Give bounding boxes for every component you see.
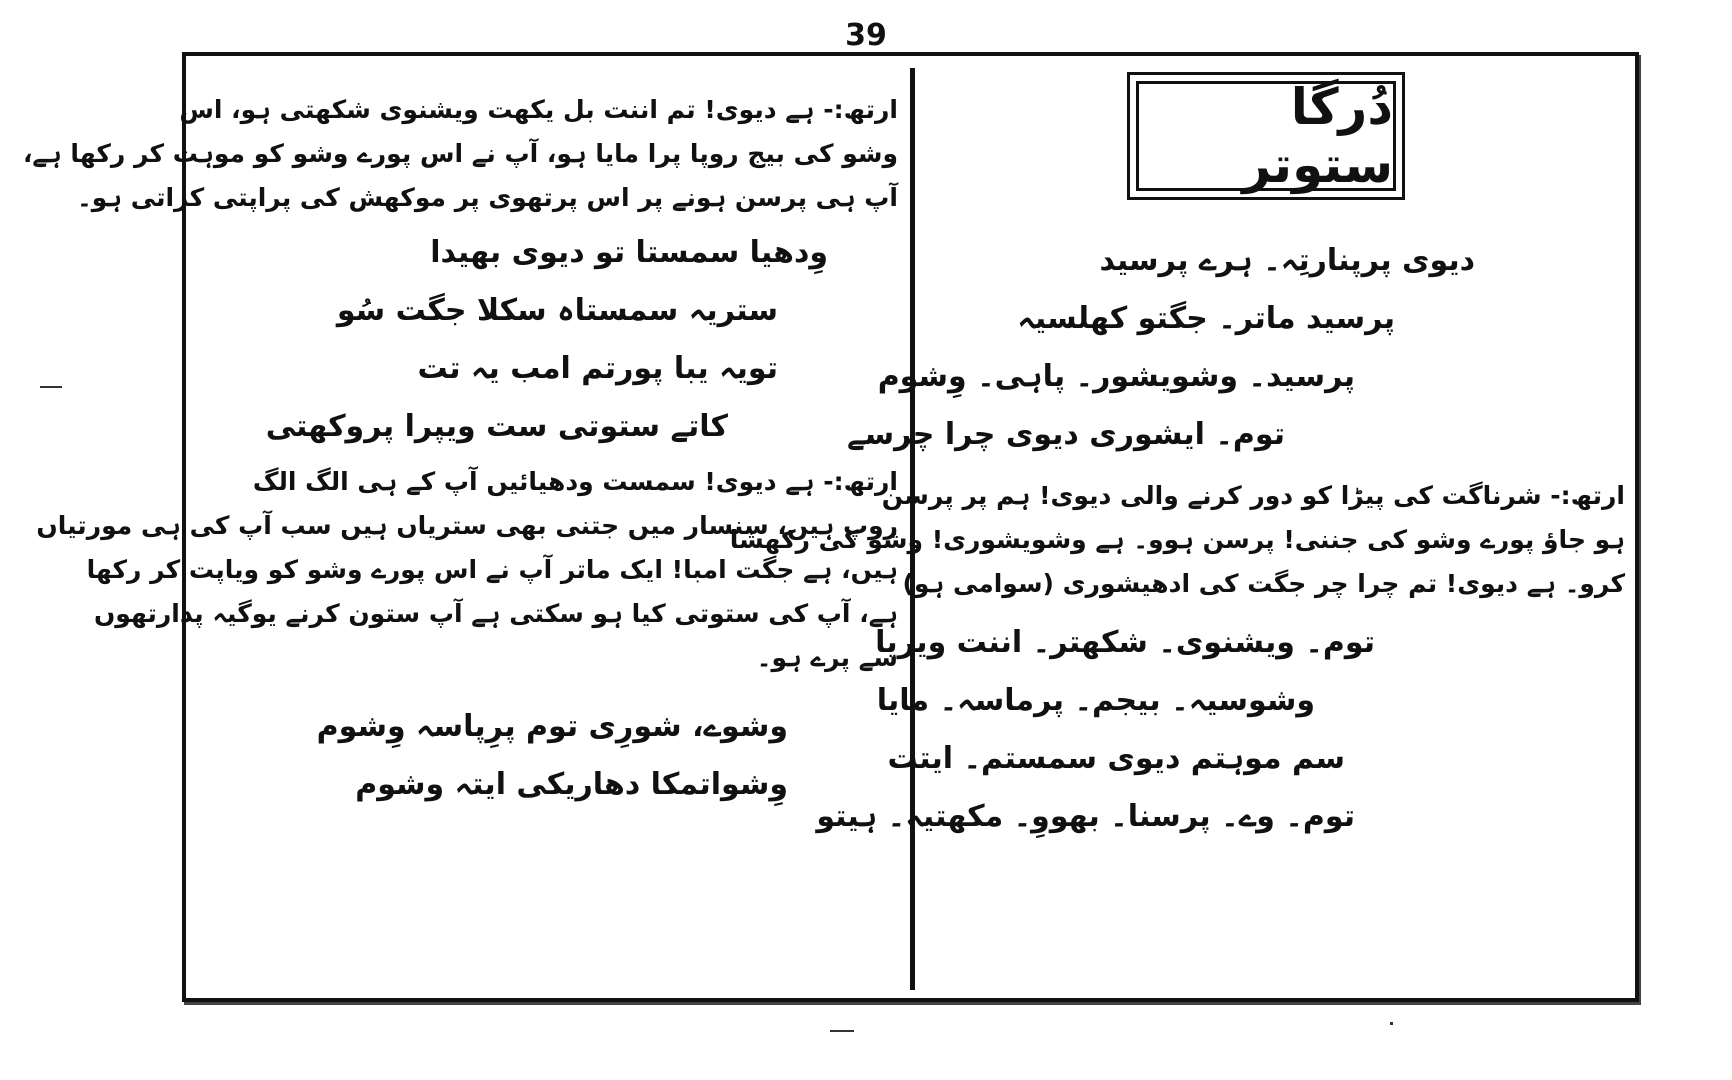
left-column — [22, 88, 898, 814]
scan-speck — [40, 386, 62, 388]
left-meaning-paragraph-2 — [36, 460, 898, 680]
verse-line: وشوسیہ۔ بیجم۔ پرماسہ۔ مایا — [876, 683, 1315, 718]
text-line: آپ ہی پرسن ہونے پر اس پرتھوی پر موکھش کی پراپتی کراتی ہو۔ — [77, 183, 898, 212]
verse-line: ستریہ سمستاہ سکلا جگت سُو — [336, 293, 778, 328]
text-line: ارتھ:- ہے دیوی! تم اننت بل یکھت ویشنوی شکھتی ہو، اس — [179, 95, 898, 124]
left-verse-2 — [200, 698, 898, 814]
right-verse-1 — [847, 232, 1625, 464]
verse-line: وِشواتمکا دھاریکی ایتہ وشوم — [355, 767, 788, 802]
text-line: روپ ہیں، سنسار میں جتنی بھی ستریاں ہیں سب آپ کی ہی مورتیاں — [36, 511, 898, 540]
text-line: سے پرے ہو۔ — [756, 643, 898, 672]
verse-line: کاتے ستوتی ست ویپرا پروکھتی — [265, 409, 728, 444]
left-meaning-paragraph-1 — [22, 88, 898, 220]
text-line: وشو کی بیج روپا پرا مایا ہو، آپ نے اس پورے وشو کو موہت کر رکھا ہے، — [22, 139, 898, 168]
text-line: ارتھ:- ہے دیوی! سمست ودھیائیں آپ کے ہی الگ الگ — [252, 467, 898, 496]
text-line: ہو جاؤ پورے وشو کی جننی! پرسن ہوو۔ ہے وشویشوری! وشو کی رکھشا — [729, 525, 1625, 554]
verse-line: وشوے، شورِی توم پرِپاسہ وِشوم — [316, 709, 788, 744]
left-verse-1 — [200, 224, 898, 456]
verse-line: وِدھیا سمستا تو دیوی بھیدا — [430, 235, 828, 270]
scan-speck — [1390, 1022, 1393, 1025]
page-number: 39 — [845, 18, 887, 53]
title-box — [1127, 72, 1405, 200]
verse-line: سم موہتم دیوی سمستم۔ ایتت — [887, 741, 1345, 776]
verse-line: پرسید۔ وشویشور۔ پاہی۔ وِشوم — [877, 359, 1355, 394]
scan-speck — [830, 1030, 854, 1032]
verse-line: توم۔ وے۔ پرسنا۔ بھووِ۔ مکھتیہ۔ ہیتو — [816, 799, 1355, 834]
verse-line: توم۔ ایشوری دیوی چرا چرسے — [847, 417, 1285, 452]
verse-line: تویہ یبا پورتم امب یہ تت — [417, 351, 778, 386]
verse-line: پرسید ماتر۔ جگتو کھلسیہ — [1017, 301, 1395, 336]
verse-line: دیوی پرپنارتِہ۔ ہرے پرسید — [1099, 243, 1475, 278]
page-title: دُرگا ستوتر — [1136, 81, 1396, 191]
text-line: کرو۔ ہے دیوی! تم چرا چر جگت کی ادھیشوری (سوامی ہو) — [902, 569, 1625, 598]
text-line: ہیں، ہے جگت امبا! ایک ماتر آپ نے اس پورے وشو کو ویاپت کر رکھا — [86, 555, 898, 584]
verse-line: توم۔ ویشنوی۔ شکھتر۔ اننت ویریا — [875, 625, 1375, 660]
text-line: ارتھ:- شرناگت کی پیڑا کو دور کرنے والی دیوی! ہم پر پرسن — [881, 481, 1625, 510]
text-line: ہے، آپ کی ستوتی کیا ہو سکتی ہے آپ ستون کرنے یوگیہ پدارتھوں — [93, 599, 898, 628]
right-meaning-paragraph — [729, 474, 1625, 606]
